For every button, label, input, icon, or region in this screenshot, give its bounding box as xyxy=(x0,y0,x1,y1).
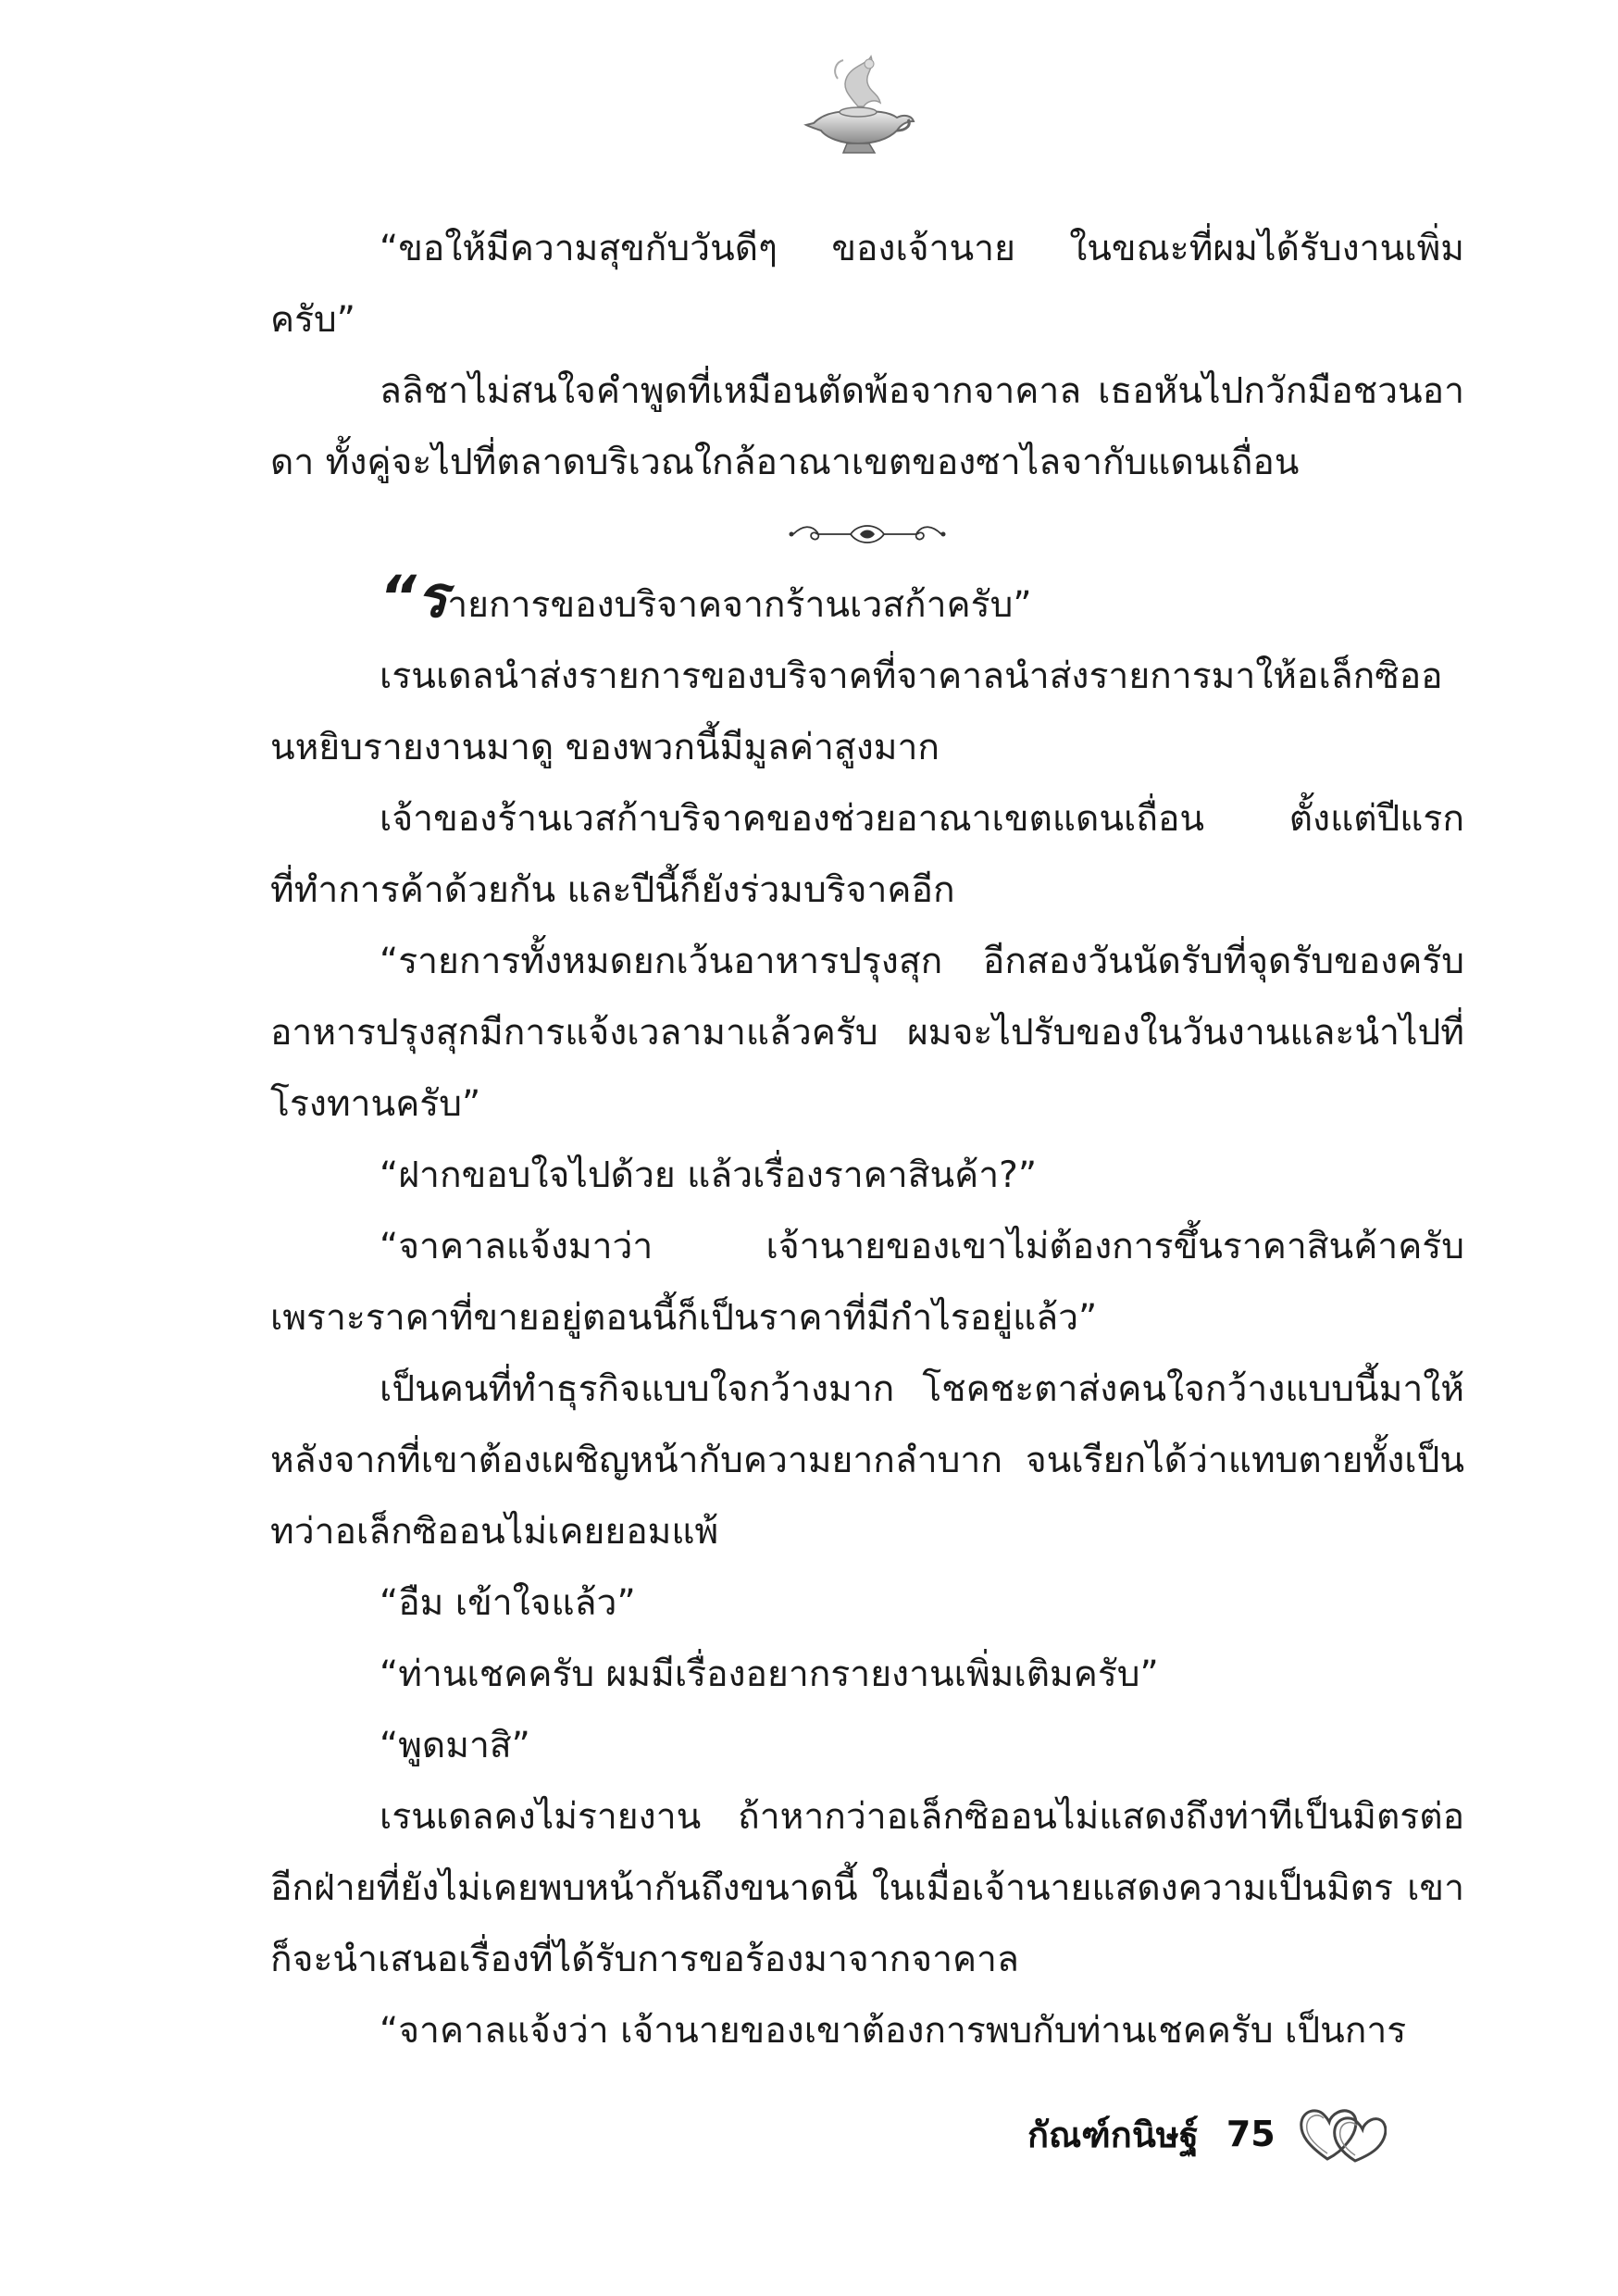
paragraph-dropcap xyxy=(270,563,1464,641)
paragraph: ลลิชาไม่สนใจคำพูดที่เหมือนตัดพ้อจากจาคาล เธอหันไปกวักมือชวนอาดา ทั้งคู่จะไปที่ตลาดบริเวณใกล้อาณาเขตของซาไลจากับแดนเถื่อน xyxy=(270,370,1464,483)
genie-lamp-icon xyxy=(801,51,916,157)
paragraph: “จาคาลแจ้งมาว่า เจ้านายของเขาไม่ต้องการขึ้นราคาสินค้าครับ เพราะราคาที่ขายอยู่ตอนนี้ก็เป็นราคาที่มีกำไรอยู่แล้ว” xyxy=(270,1226,1464,1339)
body-text xyxy=(270,213,1464,2066)
double-heart-icon xyxy=(1296,2102,1387,2166)
dropcap-quote: “ xyxy=(380,563,417,630)
page-footer xyxy=(1027,2102,1387,2166)
dropcap-rest: ายการของบริจาคจากร้านเวสก้าครับ” xyxy=(447,584,1032,626)
paragraph: “ขอให้มีความสุขกับวันดีๆ ของเจ้านาย ในขณะที่ผมได้รับงานเพิ่มครับ” xyxy=(270,228,1464,341)
book-title: กัณฑ์กนิษฐ์ xyxy=(1027,2114,1199,2155)
paragraph: เจ้าของร้านเวสก้าบริจาคของช่วยอาณาเขตแดนเถื่อน ตั้งแต่ปีแรกที่ทำการค้าด้วยกัน และปีนี้ก็ยังร่วมบริจาคอีก xyxy=(270,798,1464,911)
paragraph: “อืม เข้าใจแล้ว” xyxy=(380,1582,636,1624)
paragraph: เรนเดลนำส่งรายการของบริจาคที่จาคาลนำส่งรายการมาให้อเล็กซิออนหยิบรายงานมาดู ของพวกนี้มีมูลค่าสูงมาก xyxy=(270,655,1443,768)
section-divider xyxy=(270,498,1464,569)
flourish-divider-icon xyxy=(784,516,951,553)
paragraph: “ฝากขอบใจไปด้วย แล้วเรื่องราคาสินค้า?” xyxy=(380,1154,1038,1196)
paragraph: “จาคาลแจ้งว่า เจ้านายของเขาต้องการพบกับท่านเชคครับ เป็นการ xyxy=(380,2010,1407,2052)
paragraph: “ท่านเชคครับ ผมมีเรื่องอยากรายงานเพิ่มเติมครับ” xyxy=(380,1653,1159,1695)
paragraph: เป็นคนที่ทำธุรกิจแบบใจกว้างมาก โชคชะตาส่งคนใจกว้างแบบนี้มาให้ หลังจากที่เขาต้องเผชิญหน้ากับความยากลำบาก จนเรียกได้ว่าแทบตายทั้งเป็น ทว่าอเล็กซิออนไม่เคยยอมแพ้ xyxy=(270,1368,1464,1553)
dropcap-letter: ร xyxy=(416,563,448,630)
paragraph: “พูดมาสิ” xyxy=(380,1725,530,1766)
paragraph: “รายการทั้งหมดยกเว้นอาหารปรุงสุก อีกสองวันนัดรับที่จุดรับของครับ อาหารปรุงสุกมีการแจ้งเวลามาแล้วครับ ผมจะไปรับของในวันงานและนำไปที่โรงทานครับ” xyxy=(270,941,1464,1125)
page-number: 75 xyxy=(1226,2114,1276,2154)
paragraph: เรนเดลคงไม่รายงาน ถ้าหากว่าอเล็กซิออนไม่แสดงถึงท่าทีเป็นมิตรต่ออีกฝ่ายที่ยังไม่เคยพบหน้ากันถึงขนาดนี้ ในเมื่อเจ้านายแสดงความเป็นมิตร เขาก็จะนำเสนอเรื่องที่ได้รับการขอร้องมาจากจาคาล xyxy=(270,1796,1464,1980)
